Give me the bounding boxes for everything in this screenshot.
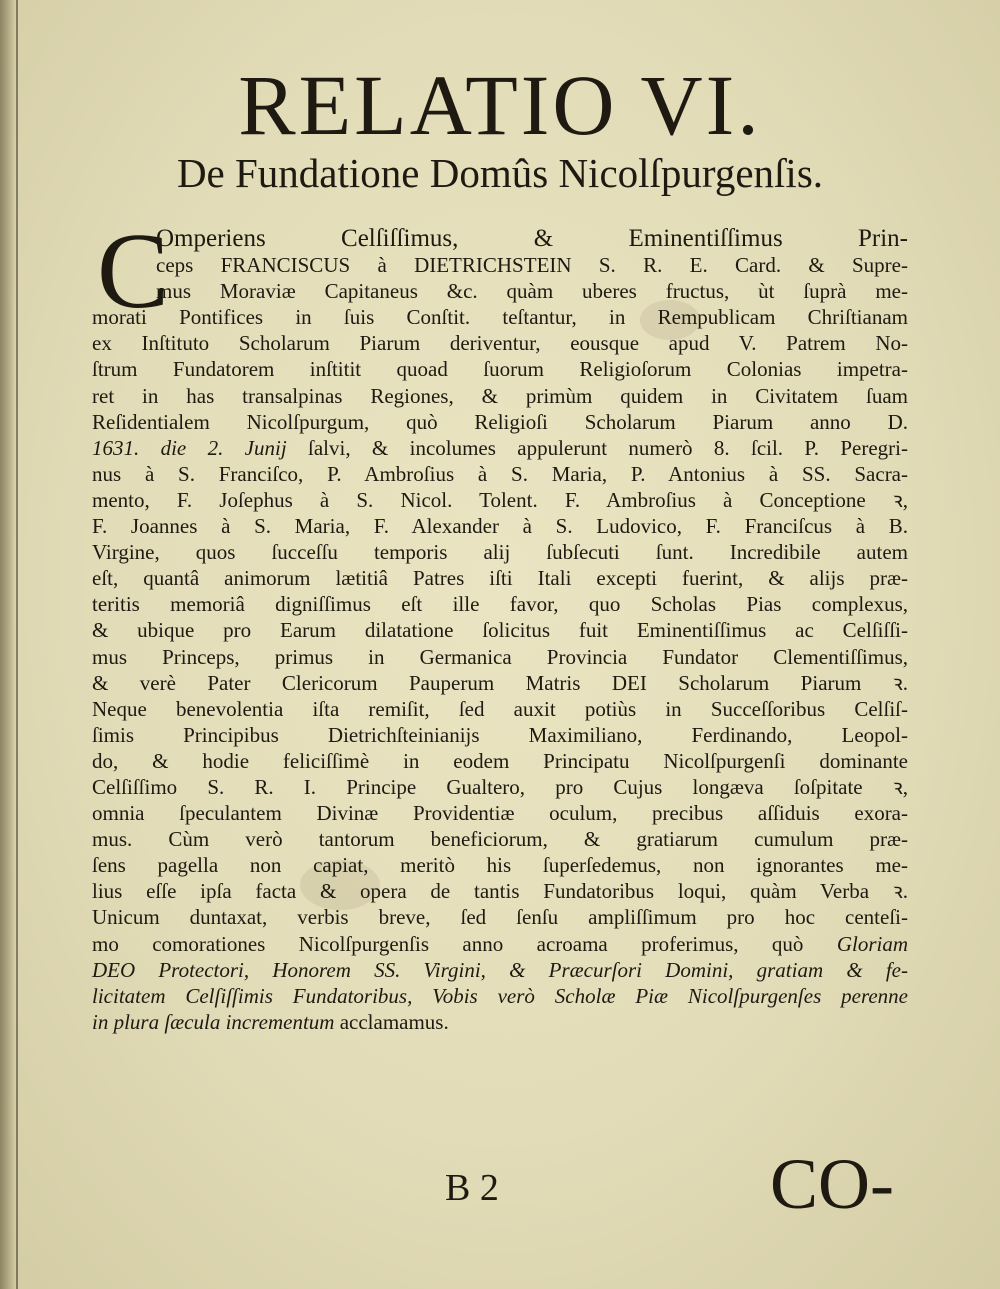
signature-mark: B 2 xyxy=(445,1167,499,1209)
text-line: DEO Protectori, Honorem SS. Virgini, & Præcurſori Domini, gratiam & fe- xyxy=(92,957,908,982)
body-text xyxy=(92,226,908,1035)
text-line: in plura ſæcula incrementum acclamamus. xyxy=(92,1009,449,1034)
text-line: ſens pagella non capiat, meritò his ſuperſedemus, non ignorantes me- xyxy=(92,853,908,878)
text-line: omnia ſpeculantem Divinæ Providentiæ oculum, precibus aſſiduis exora- xyxy=(92,801,908,826)
text-line: & verè Pater Clericorum Pauperum Matris DEI Scholarum Piarum ꝛ. xyxy=(92,670,908,695)
text-line: nus à S. Franciſco, P. Ambroſius à S. Maria, P. Antonius à SS. Sacra- xyxy=(92,461,908,486)
text-line: ſimis Principibus Dietrichſteinianijs Maximiliano, Ferdinando, Leopol- xyxy=(92,722,908,747)
text-line: Omperiens Celſiſſimus, & Eminentiſſimus Prin- xyxy=(156,225,908,252)
text-line: eſt, quantâ animorum lætitiâ Patres iſti Itali excepti fuerint, & alijs præ- xyxy=(92,566,908,591)
text-line: Virgine, quos ſucceſſu temporis alij ſubſecuti ſunt. Incredibile autem xyxy=(92,540,908,565)
drop-cap: C xyxy=(97,212,170,331)
text-line: mo comorationes Nicolſpurgenſis anno acroama proferimus, quò Gloriam xyxy=(92,931,908,956)
text-line: & ubique pro Earum dilatatione ſolicitus fuit Eminentiſſimus ac Celſiſſi- xyxy=(92,618,908,643)
page-subtitle: De Fundatione Domûs Nicolſpurgenſis. xyxy=(176,150,824,196)
text-line: mus. Cùm verò tantorum beneficiorum, & gratiarum cumulum præ- xyxy=(92,827,908,852)
catchword: CO- xyxy=(770,1144,894,1224)
page-title: RELATIO VI. xyxy=(238,57,762,153)
text-line: F. Joannes à S. Maria, F. Alexander à S. Ludovico, F. Franciſcus à B. xyxy=(92,514,908,539)
text-line: ceps FRANCISCUS à DIETRICHSTEIN S. R. E. Card. & Supre- xyxy=(156,253,908,278)
text-line: morati Pontifices in ſuis Conſtit. teſtantur, in Rempublicam Chriſtianam xyxy=(92,305,908,330)
text-line: Unicum duntaxat, verbis breve, ſed ſenſu ampliſſimum pro hoc centeſi- xyxy=(92,905,908,930)
text-line: mento, F. Joſephus à S. Nicol. Tolent. F. Ambroſius à Conceptione ꝛ, xyxy=(92,487,908,512)
text-line: Reſidentialem Nicolſpurgum, quò Religioſi Scholarum Piarum anno D. xyxy=(92,409,908,434)
text-line: mus Moraviæ Capitaneus &c. quàm uberes fructus, ùt ſuprà me- xyxy=(156,279,908,304)
text-line: Celſiſſimo S. R. I. Principe Gualtero, pro Cujus longæva ſoſpitate ꝛ, xyxy=(92,774,908,799)
text-line: Neque benevolentia iſta remiſit, ſed auxit potiùs in Succeſſoribus Celſiſ- xyxy=(92,696,908,721)
text-line: mus Princeps, primus in Germanica Provincia Fundator Clementiſſimus, xyxy=(92,644,908,669)
text-line: lius eſſe ipſa facta & opera de tantis Fundatoribus loqui, quàm Verba ꝛ. xyxy=(92,879,908,904)
text-line: ret in has transalpinas Regiones, & primùm quidem in Civitatem ſuam xyxy=(92,383,908,408)
text-line: 1631. die 2. Junij ſalvi, & incolumes appulerunt numerò 8. ſcil. P. Peregri- xyxy=(92,435,908,460)
text-line: licitatem Celſiſſimis Fundatoribus, Vobis verò Scholæ Piæ Nicolſpurgenſes perenne xyxy=(92,983,908,1008)
text-line: do, & hodie feliciſſimè in eodem Principatu Nicolſpurgenſi dominante xyxy=(92,748,908,773)
text-line: teritis memoriâ digniſſimus eſt ille favor, quo Scholas Pias complexus, xyxy=(92,592,908,617)
text-line: ex Inſtituto Scholarum Piarum deriventur, eousque apud V. Patrem No- xyxy=(92,331,908,356)
text-line: ſtrum Fundatorem inſtitit quoad ſuorum Religioſorum Colonias impetra- xyxy=(92,357,908,382)
